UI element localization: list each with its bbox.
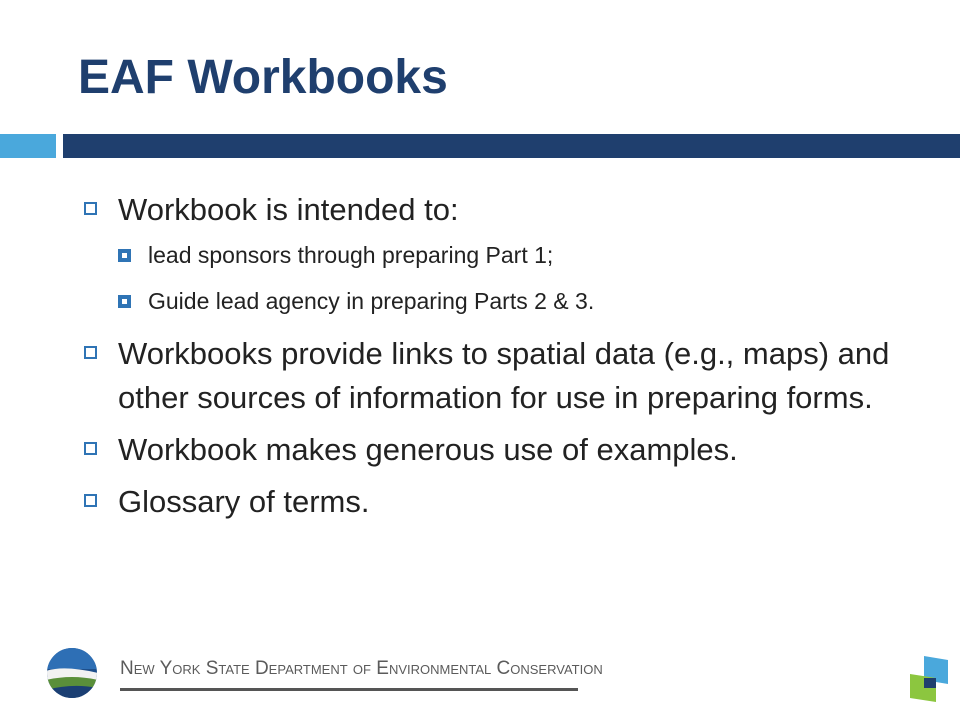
filled-square-bullet-icon (118, 295, 131, 308)
square-bullet-icon (84, 346, 97, 359)
footer-org-name: New York State Department of Environmental Conservation (120, 658, 603, 679)
list-item (84, 188, 914, 232)
bullet-text: Workbooks provide links to spatial data (e.g., maps) and other sources of information for use in preparing forms. (118, 336, 890, 415)
square-bullet-icon (84, 494, 97, 507)
sub-bullet-text: lead sponsors through preparing Part 1; (148, 242, 554, 268)
bullet-list (84, 188, 914, 532)
sub-list-item (84, 240, 914, 270)
slide-title: EAF Workbooks (78, 51, 448, 104)
nysdec-logo-icon (46, 647, 98, 699)
corner-decoration-icon (910, 656, 950, 702)
sub-bullet-text: Guide lead agency in preparing Parts 2 & 3. (148, 288, 595, 314)
bullet-text: Glossary of terms. (118, 484, 370, 519)
title-rule-accent (0, 134, 56, 158)
bullet-text: Workbook is intended to: (118, 192, 459, 227)
footer-divider (120, 688, 578, 691)
list-item (84, 480, 914, 524)
list-item (84, 428, 914, 472)
sub-list-item (84, 286, 914, 316)
filled-square-bullet-icon (118, 249, 131, 262)
square-bullet-icon (84, 202, 97, 215)
list-item (84, 332, 914, 420)
title-rule-bar (63, 134, 960, 158)
bullet-text: Workbook makes generous use of examples. (118, 432, 738, 467)
square-bullet-icon (84, 442, 97, 455)
